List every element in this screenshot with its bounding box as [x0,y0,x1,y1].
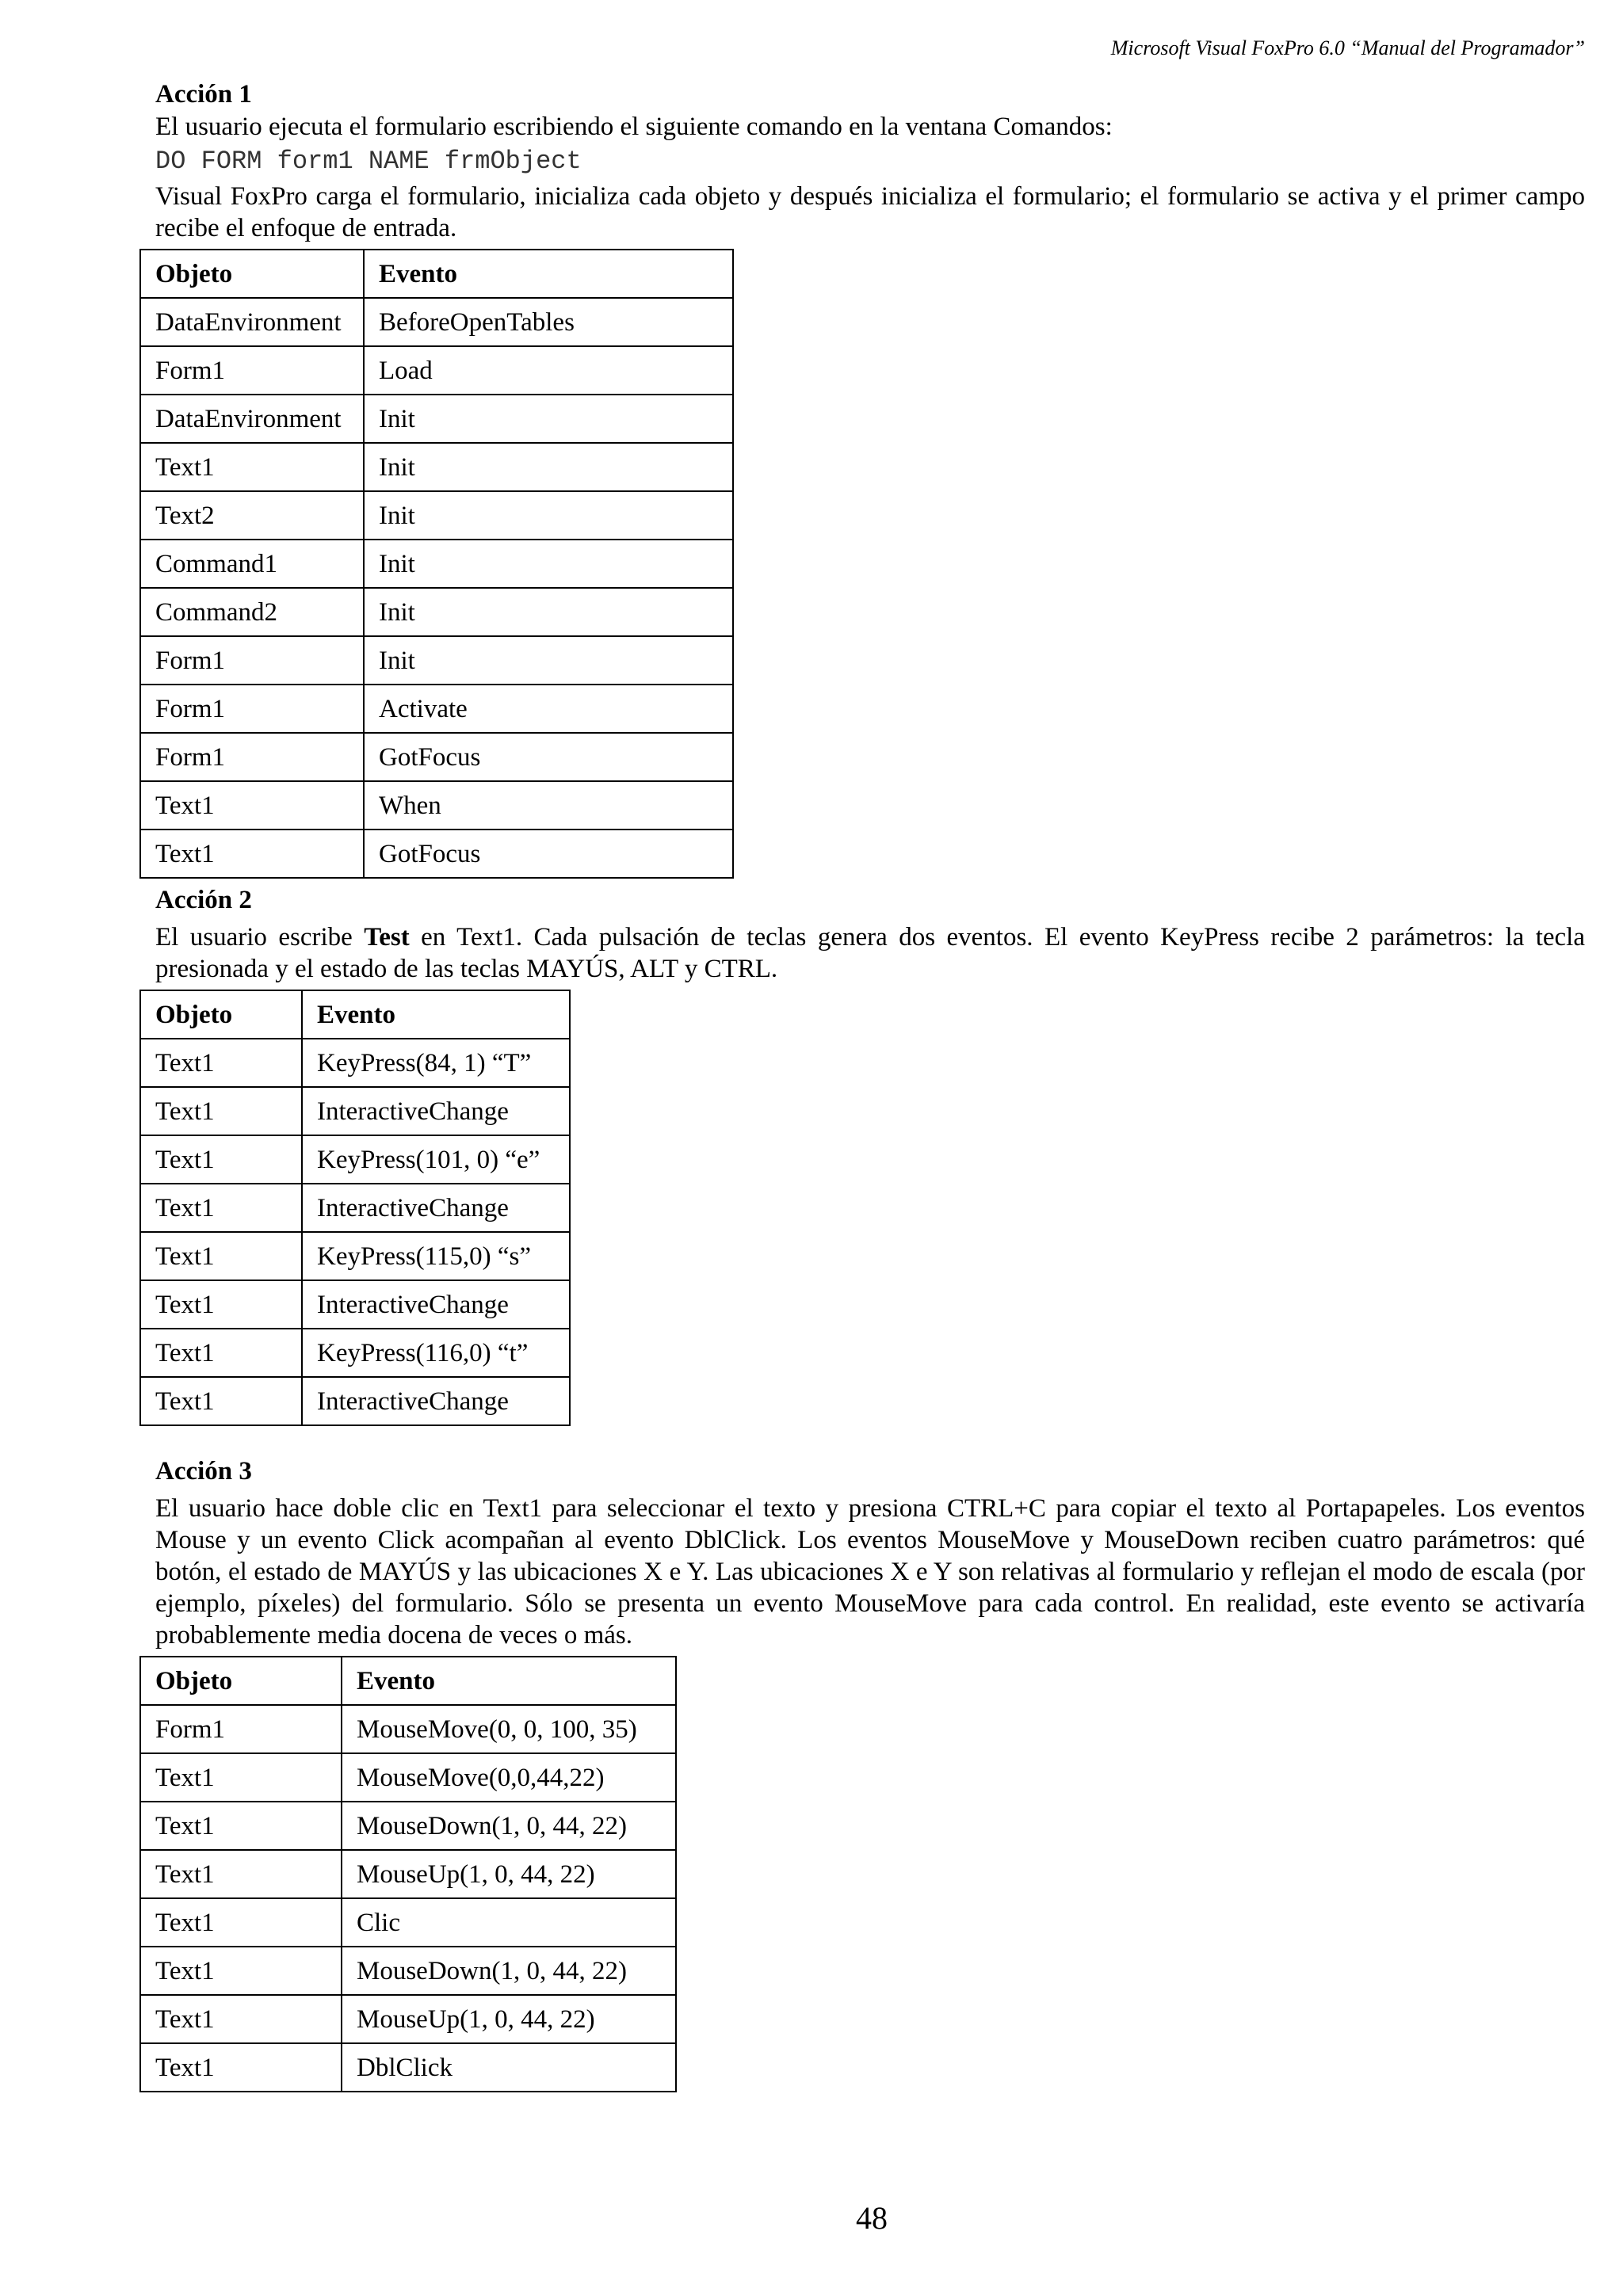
object-cell: Text1 [140,781,364,830]
table-row [140,685,733,733]
object-cell: Text1 [140,1184,302,1232]
object-cell: Text1 [140,1753,342,1802]
section-accion-1 [155,78,1585,879]
object-cell: Form1 [140,636,364,685]
object-cell: Form1 [140,685,364,733]
object-cell: Text1 [140,1802,342,1850]
table-row [140,1280,570,1329]
object-cell: Text2 [140,491,364,540]
event-cell: InteractiveChange [302,1280,570,1329]
section-description: El usuario hace doble clic en Text1 para seleccionar el texto y presiona CTRL+C para copiar el texto al Portapapeles. Los eventos Mouse y un evento Click acompañan al evento DblClick. Los eventos MouseMove y MouseDown reciben cuatro parámetros: qué botón, el estado de MAYÚS y las ubicaciones X e Y. Las ubicaciones X e Y son relativas al formulario y reflejan el modo de escala (por ejemplo, píxeles) del formulario. Sólo se presenta un evento MouseMove para cada control. En realidad, este evento se activaría probablemente media docena de veces o más. [155,1494,1585,1650]
object-cell: Text1 [140,1329,302,1377]
table-row [140,1705,676,1753]
event-cell: MouseUp(1, 0, 44, 22) [342,1995,676,2043]
object-cell: Text1 [140,1850,342,1898]
event-cell: MouseMove(0, 0, 100, 35) [342,1705,676,1753]
event-cell: InteractiveChange [302,1377,570,1425]
table-header [140,990,570,1039]
object-cell: Text1 [140,2043,342,2092]
table-row [140,1039,570,1087]
section-heading: Acción 1 [155,80,252,109]
event-cell: KeyPress(116,0) “t” [302,1329,570,1377]
event-cell: MouseUp(1, 0, 44, 22) [342,1850,676,1898]
object-cell: Text1 [140,1377,302,1425]
table-row [140,1184,570,1232]
object-cell: Text1 [140,830,364,878]
table-row [140,1753,676,1802]
event-cell: MouseMove(0,0,44,22) [342,1753,676,1802]
event-cell: KeyPress(101, 0) “e” [302,1135,570,1184]
event-cell: Load [364,346,733,395]
object-cell: DataEnvironment [140,395,364,443]
table-row [140,1802,676,1850]
event-cell: Init [364,443,733,491]
description-text: en Text1. Cada pulsación de teclas genera dos eventos. El evento KeyPress recibe 2 parámetros: la tecla presionada y el estado de las teclas MAYÚS, ALT y CTRL. [155,923,1585,983]
table-header [140,1657,676,1705]
table-row [140,1377,570,1425]
events-table-1 [139,249,734,879]
event-cell: Clic [342,1898,676,1947]
section-heading: Acción 2 [155,886,252,914]
object-cell: DataEnvironment [140,298,364,346]
object-cell: Text1 [140,1947,342,1995]
event-cell: GotFocus [364,733,733,781]
event-cell: Init [364,636,733,685]
object-cell: Text1 [140,1039,302,1087]
event-cell: InteractiveChange [302,1184,570,1232]
table-row [140,1329,570,1377]
event-cell: Init [364,395,733,443]
object-cell: Text1 [140,1280,302,1329]
object-cell: Command2 [140,588,364,636]
object-cell: Form1 [140,1705,342,1753]
event-cell: Init [364,588,733,636]
event-cell: MouseDown(1, 0, 44, 22) [342,1947,676,1995]
event-cell: InteractiveChange [302,1087,570,1135]
command-code: DO FORM form1 NAME frmObject [155,147,582,176]
header-cell-objeto: Objeto [140,1657,342,1705]
table-row [140,1898,676,1947]
object-cell: Text1 [140,1898,342,1947]
section-accion-2 [155,883,1585,1426]
header-cell-objeto: Objeto [140,990,302,1039]
object-cell: Text1 [140,1995,342,2043]
table-row [140,298,733,346]
table-row [140,781,733,830]
event-cell: Init [364,540,733,588]
table-header [140,250,733,298]
object-cell: Text1 [140,1087,302,1135]
table-row [140,1232,570,1280]
table-row [140,2043,676,2092]
table-header-row [140,990,570,1039]
table-row [140,1087,570,1135]
page-number: 48 [856,2200,888,2236]
table-body [140,1705,676,2092]
table-row [140,636,733,685]
section-description [155,921,1585,985]
page-content [155,78,1585,2092]
header-cell-evento: Evento [364,250,733,298]
running-header: Microsoft Visual FoxPro 6.0 “Manual del Programador” [1110,36,1585,59]
object-cell: Text1 [140,443,364,491]
events-table-2 [139,990,571,1426]
object-cell: Form1 [140,733,364,781]
section-description: Visual FoxPro carga el formulario, inicializa cada objeto y después inicializa el formulario; el formulario se activa y el primer campo recibe el enfoque de entrada. [155,182,1585,242]
event-cell: Init [364,491,733,540]
object-cell: Command1 [140,540,364,588]
table-row [140,1850,676,1898]
table-row [140,491,733,540]
table-row [140,733,733,781]
typed-text-emphasis: Test [364,923,410,952]
table-row [140,1947,676,1995]
table-row [140,443,733,491]
event-cell: KeyPress(84, 1) “T” [302,1039,570,1087]
table-row [140,346,733,395]
object-cell: Form1 [140,346,364,395]
table-row [140,540,733,588]
table-header-row [140,1657,676,1705]
object-cell: Text1 [140,1232,302,1280]
event-cell: KeyPress(115,0) “s” [302,1232,570,1280]
table-row [140,830,733,878]
table-row [140,588,733,636]
table-row [140,1135,570,1184]
header-cell-evento: Evento [302,990,570,1039]
header-cell-objeto: Objeto [140,250,364,298]
event-cell: GotFocus [364,830,733,878]
table-row [140,395,733,443]
event-cell: Activate [364,685,733,733]
table-body [140,1039,570,1425]
table-row [140,1995,676,2043]
object-cell: Text1 [140,1135,302,1184]
table-header-row [140,250,733,298]
event-cell: DblClick [342,2043,676,2092]
section-accion-3 [155,1455,1585,2092]
section-intro: El usuario ejecuta el formulario escribiendo el siguiente comando en la ventana Comandos: [155,113,1113,141]
table-body [140,298,733,878]
events-table-3 [139,1656,677,2092]
header-cell-evento: Evento [342,1657,676,1705]
event-cell: MouseDown(1, 0, 44, 22) [342,1802,676,1850]
description-text: El usuario escribe [155,923,365,952]
section-heading: Acción 3 [155,1457,252,1486]
event-cell: When [364,781,733,830]
event-cell: BeforeOpenTables [364,298,733,346]
